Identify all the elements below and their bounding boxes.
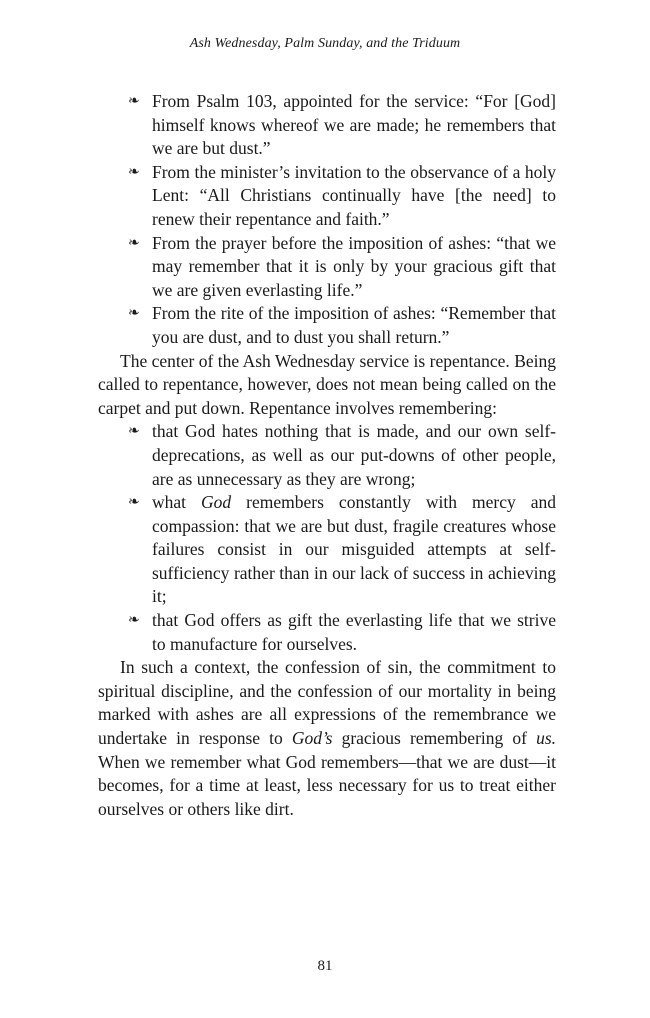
remembering-list (98, 420, 556, 656)
list-item (98, 609, 556, 656)
fleuron-bullet-icon: ❧ (128, 424, 140, 440)
body-paragraph (98, 656, 556, 821)
paragraph-text: When we remember what God remembers—that we are dust—it becomes, for a time at least, less necessary for us to treat either ourselves or others like dirt. (98, 751, 556, 819)
fleuron-bullet-icon: ❧ (128, 495, 140, 511)
body-paragraph: The center of the Ash Wednesday service is repentance. Being called to repentance, however, does not mean being called on the carpet and put down. Repentance involves remembering: (98, 350, 556, 418)
emphasis-text: God (201, 492, 232, 513)
list-item-text: what (152, 492, 202, 513)
emphasis-text: God’s (291, 728, 333, 749)
fleuron-bullet-icon: ❧ (128, 94, 140, 109)
fleuron-bullet-icon: ❧ (128, 613, 140, 629)
list-item (98, 420, 556, 491)
list-item (98, 302, 556, 349)
running-head: Ash Wednesday, Palm Sunday, and the Triduum (189, 36, 461, 51)
paragraph-text: In such a context, the confession of sin, the commitment to spiritual discipline, and the confession of our mortality in being marked with ashes are all expressions of the remembrance we undertake in response to (98, 657, 556, 749)
fleuron-bullet-icon: ❧ (128, 235, 140, 251)
page-number: 81 (317, 958, 333, 974)
list-item-text: From the minister’s invitation to the observance of a holy Lent: “All Christians continually have [the need] to renew their repentance and faith.” (152, 161, 556, 229)
list-item (98, 232, 556, 303)
fleuron-bullet-icon: ❧ (128, 164, 140, 180)
list-item-text: From the rite of the imposition of ashes: “Remember that you are dust, and to dust you shall return.” (152, 303, 556, 347)
quotation-list (98, 90, 556, 350)
list-item-text: that God offers as gift the everlasting life that we strive to manufacture for ourselves. (152, 610, 556, 654)
list-item-text: From the prayer before the imposition of ashes: “that we may remember that it is only by your gracious gift that we are given everlasting life.” (152, 232, 556, 300)
list-item (98, 491, 556, 609)
list-item (98, 90, 556, 161)
list-item-text: remembers constantly with mercy and compassion: that we are but dust, fragile creatures whose failures consist in our misguided attempts at self-sufficiency rather than in our lack of success in achieving it; (152, 492, 556, 607)
paragraph-text: gracious remembering of (332, 728, 537, 749)
list-item-text: that God hates nothing that is made, and our own self-deprecations, as well as our put-downs of other people, are as unnecessary as they are wrong; (152, 421, 556, 489)
list-item-text: From Psalm 103, appointed for the service: “For [God] himself knows whereof we are made; he remembers that we are but dust.” (152, 91, 556, 159)
emphasis-text: us. (536, 728, 557, 749)
fleuron-bullet-icon: ❧ (128, 306, 140, 322)
list-item (98, 161, 556, 232)
page-body (98, 90, 556, 821)
